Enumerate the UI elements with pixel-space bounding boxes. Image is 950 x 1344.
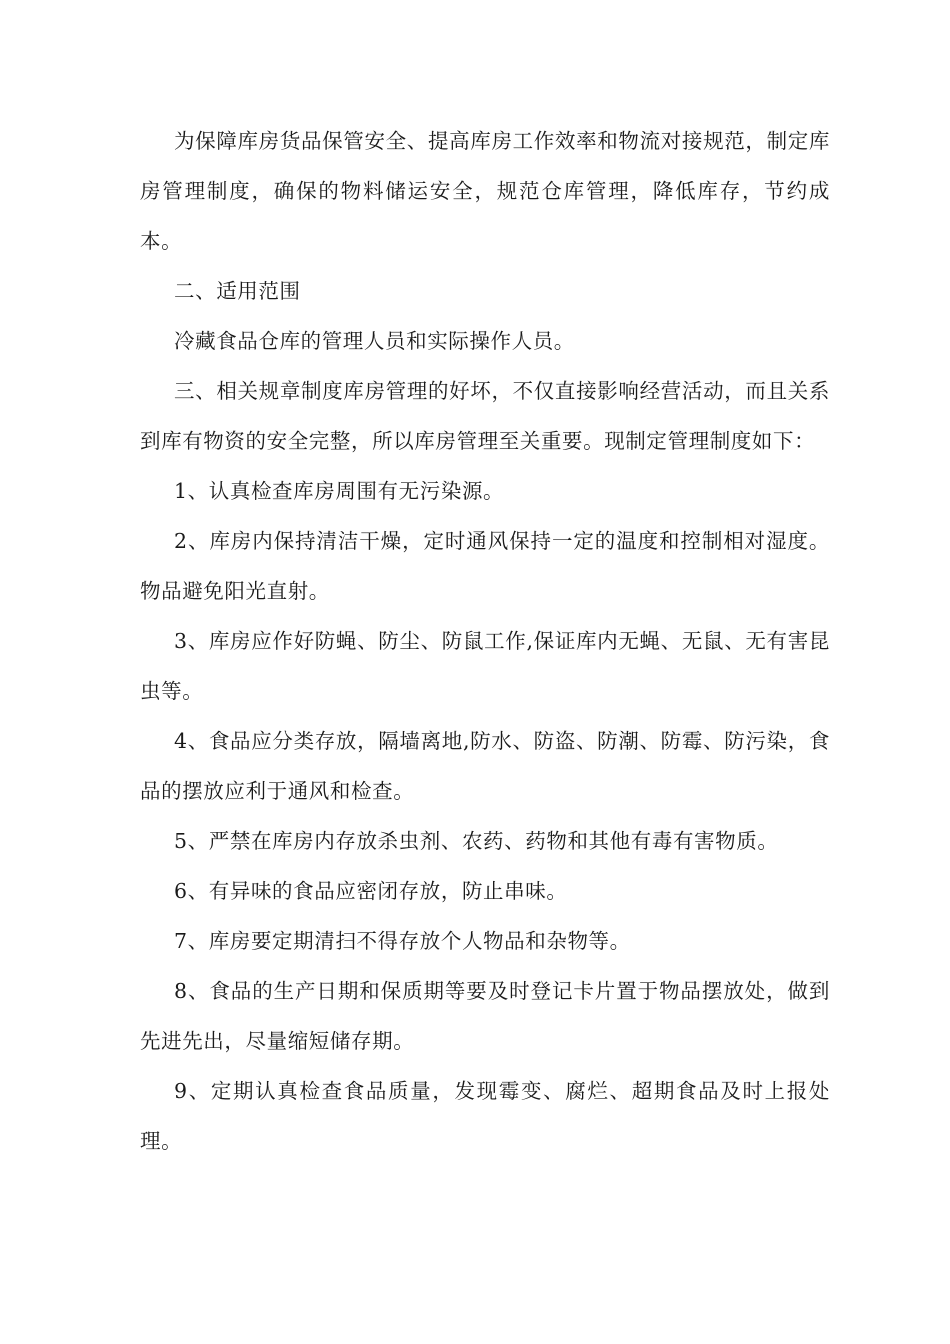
paragraph-purpose: 为保障库房货品保管安全、提高库房工作效率和物流对接规范，制定库房管理制度，确保的物料储运安全，规范仓库管理，降低库存，节约成本。 (140, 129, 830, 253)
rule-item-9: 9、定期认真检查食品质量，发现霉变、腐烂、超期食品及时上报处理。 (140, 1079, 830, 1153)
paragraph-scope: 冷藏食品仓库的管理人员和实际操作人员。 (174, 329, 575, 353)
document-body (140, 116, 830, 1166)
rule-item-2: 2、库房内保持清洁干燥，定时通风保持一定的温度和控制相对湿度。物品避免阳光直射。 (140, 529, 830, 603)
rule-item-6: 6、有异味的食品应密闭存放，防止串味。 (174, 879, 568, 903)
rule-item-5: 5、严禁在库房内存放杀虫剂、农药、药物和其他有毒有害物质。 (174, 829, 779, 853)
rule-item-8: 8、食品的生产日期和保质期等要及时登记卡片置于物品摆放处，做到先进先出，尽量缩短储存期。 (140, 979, 830, 1053)
rule-item-7: 7、库房要定期清扫不得存放个人物品和杂物等。 (174, 929, 631, 953)
rule-item-1: 1、认真检查库房周围有无污染源。 (174, 479, 505, 503)
paragraph-regulations: 三、相关规章制度库房管理的好坏，不仅直接影响经营活动，而且关系到库有物资的安全完整，所以库房管理至关重要。现制定管理制度如下： (140, 379, 830, 453)
rule-item-3: 3、库房应作好防蝇、防尘、防鼠工作,保证库内无蝇、无鼠、无有害昆虫等。 (140, 629, 830, 703)
heading-scope: 二、适用范围 (174, 279, 301, 303)
rule-item-4: 4、食品应分类存放，隔墙离地,防水、防盗、防潮、防霉、防污染，食品的摆放应利于通风和检查。 (140, 729, 830, 803)
